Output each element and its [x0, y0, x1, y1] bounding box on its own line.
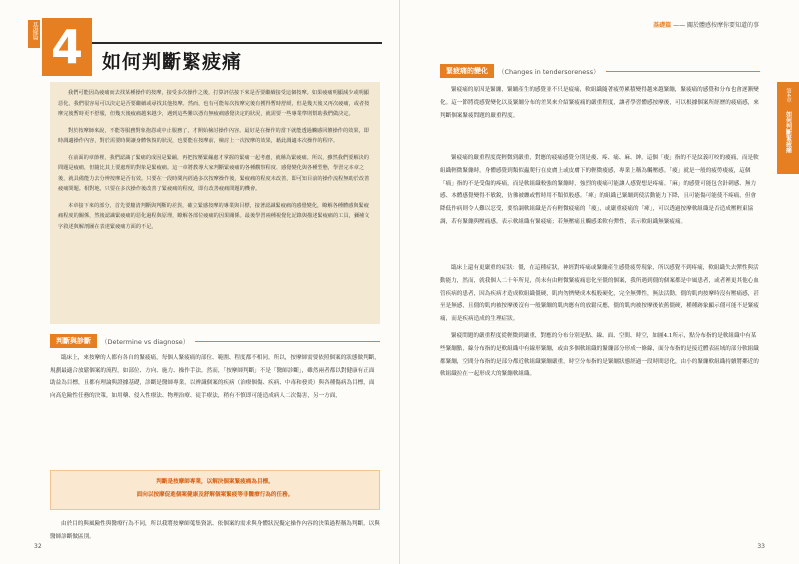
body-paragraph: 緊疲問題的嚴重程度從輕微到嚴重，對應的分布分別是點、線、面、空間、時空，如圖4.1所示，點分布指的是軟組織中有某些緊繃點，線分布指的是軟組織中有線形緊繃，或由多個軟組織的緊繃部分形成一條線，面分布指的是接近體表區域的部分軟組織都緊繃，空間分布指的是部分都近軟組織緊繃嚴重，時空分布指的是緊繃狀態經過一段時間惡化，由小的緊繃軟組織持續將鄰近的軟組織拉在一起形成大的緊繃軟組織。: [440, 333, 759, 378]
highlight-box: [50, 470, 380, 510]
chapter-tab: [28, 20, 40, 48]
body-paragraph: 緊疲痛的原因是緊繃，緊繃產生的感覺並不只是疲痛，軟組織隨著疲勞累積變得越來越緊繃，緊疲痛的感覺和分布也會逐漸變化。這一節將從感覺變化以及緊繃分布的差異來介紹緊疲痛的嚴重程度，讓者學習體感按摩後，可以根據個案所經歷的疲痛感，來判斷個案緊疲問題的嚴重程度。: [440, 87, 759, 119]
page-number: 32: [34, 543, 42, 550]
intro-paragraph: 我們可能因為疲痛而去找某種操作的按摩，接受多次操作之後，打算評估接下來是否要繼續接受這個按摩。如果疲痛明顯減少或明顯惡化，我們很容易可以決定是否要繼續或尋找其他按摩。然而，也有可能每次按摩完後有獲得暫時舒緩，但是幾天後又再次疲痛，或者按摩完後暫時更不舒服，但幾天後疲痛越來越少，遇到這些難以憑有無疲痛感覺決定的狀況，就需要一些專業準則幫助我們做決定。: [58, 90, 370, 117]
page-title: 如何判斷緊疲痛: [102, 51, 243, 73]
chapter-tab-label: 基礎篇: [31, 22, 38, 40]
running-head-dash: ——: [673, 22, 686, 29]
section-rule: [606, 71, 760, 72]
side-tab: [777, 82, 799, 174]
running-head-section: 基礎篇: [653, 22, 672, 29]
section-subtitle: （Changes in tendersoreness）: [498, 67, 600, 76]
intro-paragraph: 本章接下來的部分，首先要釐清判斷與判斷的差異，確立緊感按摩的專業與目標，接著認識緊疲痛的感覺變化，瞭解各種體感與緊疲痛程度的關係，然後認識緊疲痛的惡化過程與原理，瞭解各部位疲痛的因果關係。最後學習兩種視覺化記錄與描述緊疲痛的工具，彌補文字敘述與解剖圖在表達緊疲痛方面的不足。: [58, 202, 370, 230]
body-text: [50, 352, 380, 408]
title-band: [92, 42, 382, 78]
right-page: [400, 0, 799, 564]
running-head: [653, 20, 759, 29]
intro-box: [50, 82, 380, 324]
section-rule: [195, 341, 380, 342]
section-heading-determine: [50, 334, 380, 348]
side-tab-title: 如何判斷緊疲痛: [784, 110, 792, 153]
side-tab-chapter: 第4章: [785, 88, 791, 103]
body-text: [440, 262, 760, 332]
body-paragraph: 臨床上還有更嚴重的症狀：僵，在這種症狀，神經對疼痛或緊繃產生感覺疲勞現象，所以感覺不到疼痛，軟組織失去彈性與活動能力，然而，就我個人二十年所見，尚未有由輕微緊疲痛惡化至僵的個案，我所遇到僵的個案都是中風患者，或者裡更其他心血管疾病的患者，因為疾病才造成軟組織僵硬，肌肉勿擠變成木板般硬化，完全無彈性，無法活動，僵的肌肉按摩時沒有壓痛感，甚至是無感，且僵的肌肉被按摩後沒有一般緊繃的肌肉應有的放鬆反應，僵的肌肉被按摩後依舊僵硬，種種跡象顯示僵可能不是緊疲痛，而是疾病造成的生理症狀。: [440, 265, 759, 323]
highlight-line: 判斷是按摩師專業，以解決個案緊疲痛為目標。: [156, 479, 274, 485]
running-head-title: 關於體感按摩你要知道的事: [686, 22, 759, 29]
left-page: [0, 0, 399, 564]
body-text: [440, 84, 760, 128]
body-paragraph: 臨床上，來按摩的人都有各自的緊疲痛，每個人緊疲痛的部位、範圍、程度都不相同。所以，按摩師需要依照個案的狀態做判斷，規劃最適合放鬆個案的流程，如部位、方向、施力、操作手法。然而，「按摩師判斷」不是「醫師診斷」，雖然兩者都以對健康有正面助益為目標，且都有理論與證據基礎，診斷是醫師專業，以辨識個案的疾病（治療個傷、疾病、中毒和發炎）與各種傷病為目標，面向高危險性任務的決策，如用藥、侵入性療法、物理治療、徒手療法，稍有不慎即可能造成病人二次傷害，另一方面，: [50, 355, 380, 399]
body-paragraph: 緊疲痛的嚴重程度從輕微到嚴重，對應的疲痛感覺分別是痠、疼、痛、麻、紳。這個「痠」指的不是紋義叮咬的痠痛，而是軟組織輕微緊繃時，身體感覺到類似蟲爬行在皮膚上或皮膚下的輕微痠感，專業上稱為觸壓感。「痠」就是一般的疲勞痠疲，這個「痛」指的不是受傷的疼痛，而是軟組織較強的緊繃時，強烈的痠痛可能讓人感覺想是疼痛。「麻」的感覺可能包含針刺感、無力感、本體感覺變得不敏銳，彷彿被纏或暫時用不類似般感。「痺」的組織已緊繃到使活動能力下降，且可能傷可能使不疼痛，但會降低作病則令人難以忍受，要恰調軟組織是否有輕微疲痛的「痠」，或嚴重疲痛的「痺」，可以透過按摩軟組織是否造成壓輕東協調，若有緊繃與壓痛感，表示軟組織有緊疲痛；若無壓痛且觸感柔軟有彈性，表示軟組織無緊疲痛。: [440, 155, 759, 225]
chapter-number: 4: [42, 18, 92, 76]
section-tag: 緊疲痛的變化: [440, 64, 494, 78]
intro-paragraph: 在前面的章節裡，我們認識了緊痛的成因是緊繃，再把按壓緊繃處才掌握的緊痛一起考慮，就稱為緊疲痛。所以，雖然我們要解決的問題是疲痛，但隨比其上要處理的對象是緊疲痛。這一章將教導大家判斷緊疲痛的各種觀察程度、感覺變化與各種型態，學習完本章之後，就具備能力去分辨按摩是否有效。只要在一段時間內經過多次按摩操作後，緊疲痛的程度未改善，即可知目前的操作流程無助於改善疲痛問題。相對地，只要在多次操作後改善了緊疲痛的程度，即有改善疲痛問題的機會。: [58, 154, 370, 192]
highlight-line: 面向以按摩促進個案健康及舒解個案緊疲等非醫療行為的任務。: [136, 492, 294, 498]
intro-paragraph: 對於按摩師來說，不能等服務對象抱怨或中止服務了，才開始檢討操作內容。最好是在操作的當下就能透過觸感回饋操作的效果，即時調適操作內容，對於需要時間讓身體恢復的狀況，也要能在按摩前，檢討上一次按摩的效果，藉此調適本次操作的程序。: [58, 127, 369, 144]
body-text: [440, 152, 760, 235]
page-number: 33: [757, 543, 765, 550]
body-paragraph: 由於目的與風險性與醫療行為不同，所以我將按摩師蒐集資訊、依個案的需求與身體狀況擬定操作內容的決策過程稱為判斷，以與醫師診斷做區別。: [50, 521, 380, 540]
closing-text: [50, 518, 380, 549]
section-heading-changes: [440, 64, 760, 78]
body-text: [440, 330, 760, 387]
section-subtitle: （Determine vs diagnose）: [101, 337, 190, 346]
section-tag: 判斷與診斷: [50, 334, 97, 348]
